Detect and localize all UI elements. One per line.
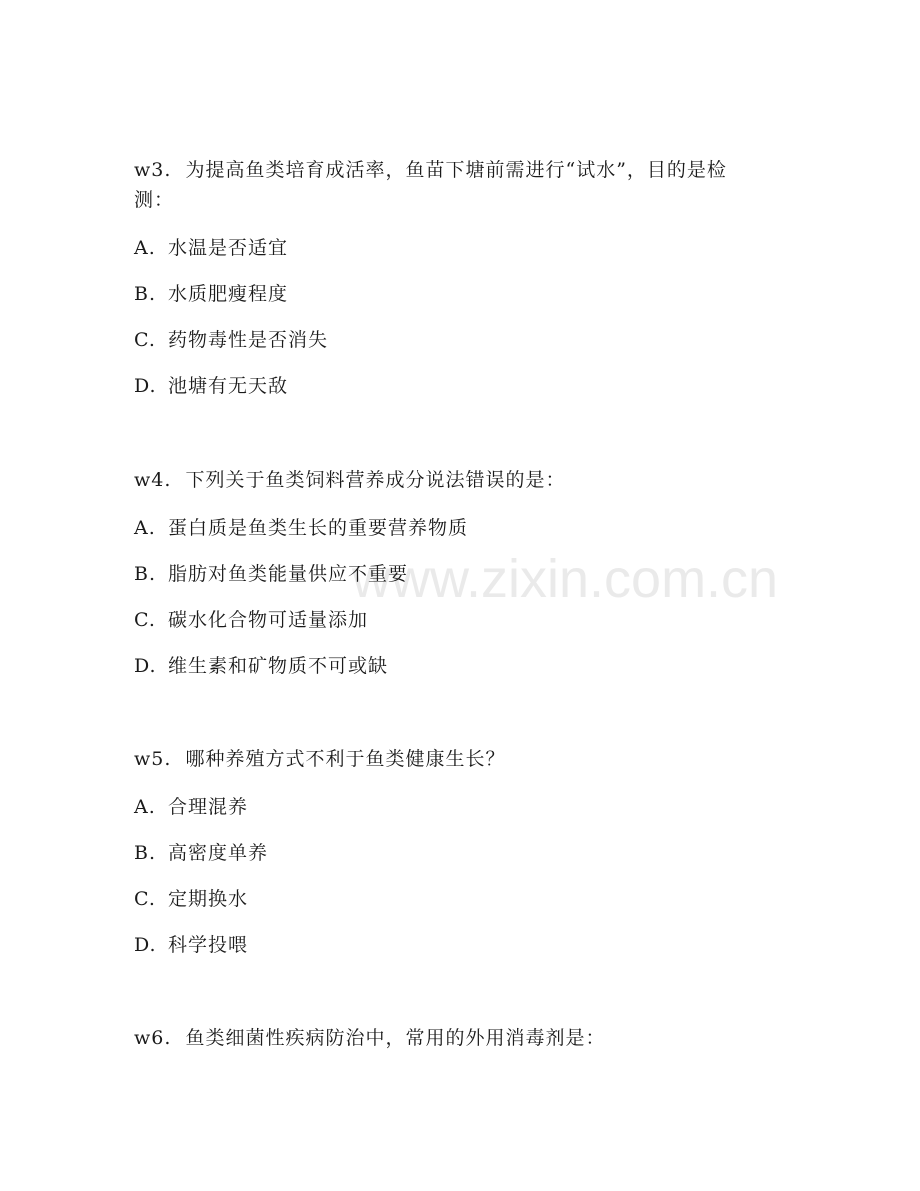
option-a[interactable] [134,233,784,263]
option-letter: A. [134,237,156,259]
option-letter: B. [134,283,157,305]
question-number: w5. [134,748,172,770]
option-letter: B. [134,842,157,864]
option-b[interactable] [134,838,784,868]
option-text: 定期换水 [168,888,249,910]
option-letter: B. [134,563,157,585]
option-letter: C. [134,609,156,631]
option-text: 药物毒性是否消失 [168,329,329,351]
option-list [134,792,784,960]
question-w4 [134,465,784,697]
option-list [134,513,784,681]
option-text: 科学投喂 [168,934,249,956]
question-w6 [134,1023,784,1053]
option-letter: C. [134,329,156,351]
option-text: 高密度单养 [168,842,269,864]
question-stem-line [134,744,784,774]
question-stem-line [134,465,784,495]
option-b[interactable] [134,559,784,589]
option-text: 合理混养 [168,796,249,818]
question-number: w4. [134,469,172,491]
question-text: 哪种养殖方式不利于鱼类健康生长？ [185,748,506,770]
option-letter: D. [134,375,157,397]
question-w5 [134,744,784,976]
question-number: w6. [134,1027,172,1049]
option-text: 水温是否适宜 [168,237,289,259]
option-letter: D. [134,934,157,956]
option-c[interactable] [134,605,784,635]
option-b[interactable] [134,279,784,309]
option-letter: A. [134,796,156,818]
option-c[interactable] [134,325,784,355]
option-a[interactable] [134,513,784,543]
option-d[interactable] [134,371,784,401]
option-text: 水质肥瘦程度 [168,283,289,305]
option-text: 池塘有无天敌 [168,375,289,397]
option-text: 维生素和矿物质不可或缺 [168,655,389,677]
question-text: 鱼类细菌性疾病防治中，常用的外用消毒剂是： [185,1027,606,1049]
option-d[interactable] [134,930,784,960]
option-text: 蛋白质是鱼类生长的重要营养物质 [168,517,469,539]
question-number: w3. [134,159,172,181]
question-text: 测： [134,189,175,211]
question-text: 下列关于鱼类饲料营养成分说法错误的是： [185,469,566,491]
question-stem-line [134,155,784,185]
question-w3 [134,155,784,417]
option-c[interactable] [134,884,784,914]
question-stem-line [134,185,784,215]
question-text: 为提高鱼类培育成活率，鱼苗下塘前需进行“试水”，目的是检 [185,159,727,181]
option-d[interactable] [134,651,784,681]
option-a[interactable] [134,792,784,822]
option-text: 碳水化合物可适量添加 [168,609,369,631]
option-letter: C. [134,888,156,910]
option-list [134,233,784,401]
option-letter: A. [134,517,156,539]
watermark: www.zixin.com.cn [352,549,779,609]
question-stem-line [134,1023,784,1053]
option-letter: D. [134,655,157,677]
option-text: 脂肪对鱼类能量供应不重要 [168,563,409,585]
